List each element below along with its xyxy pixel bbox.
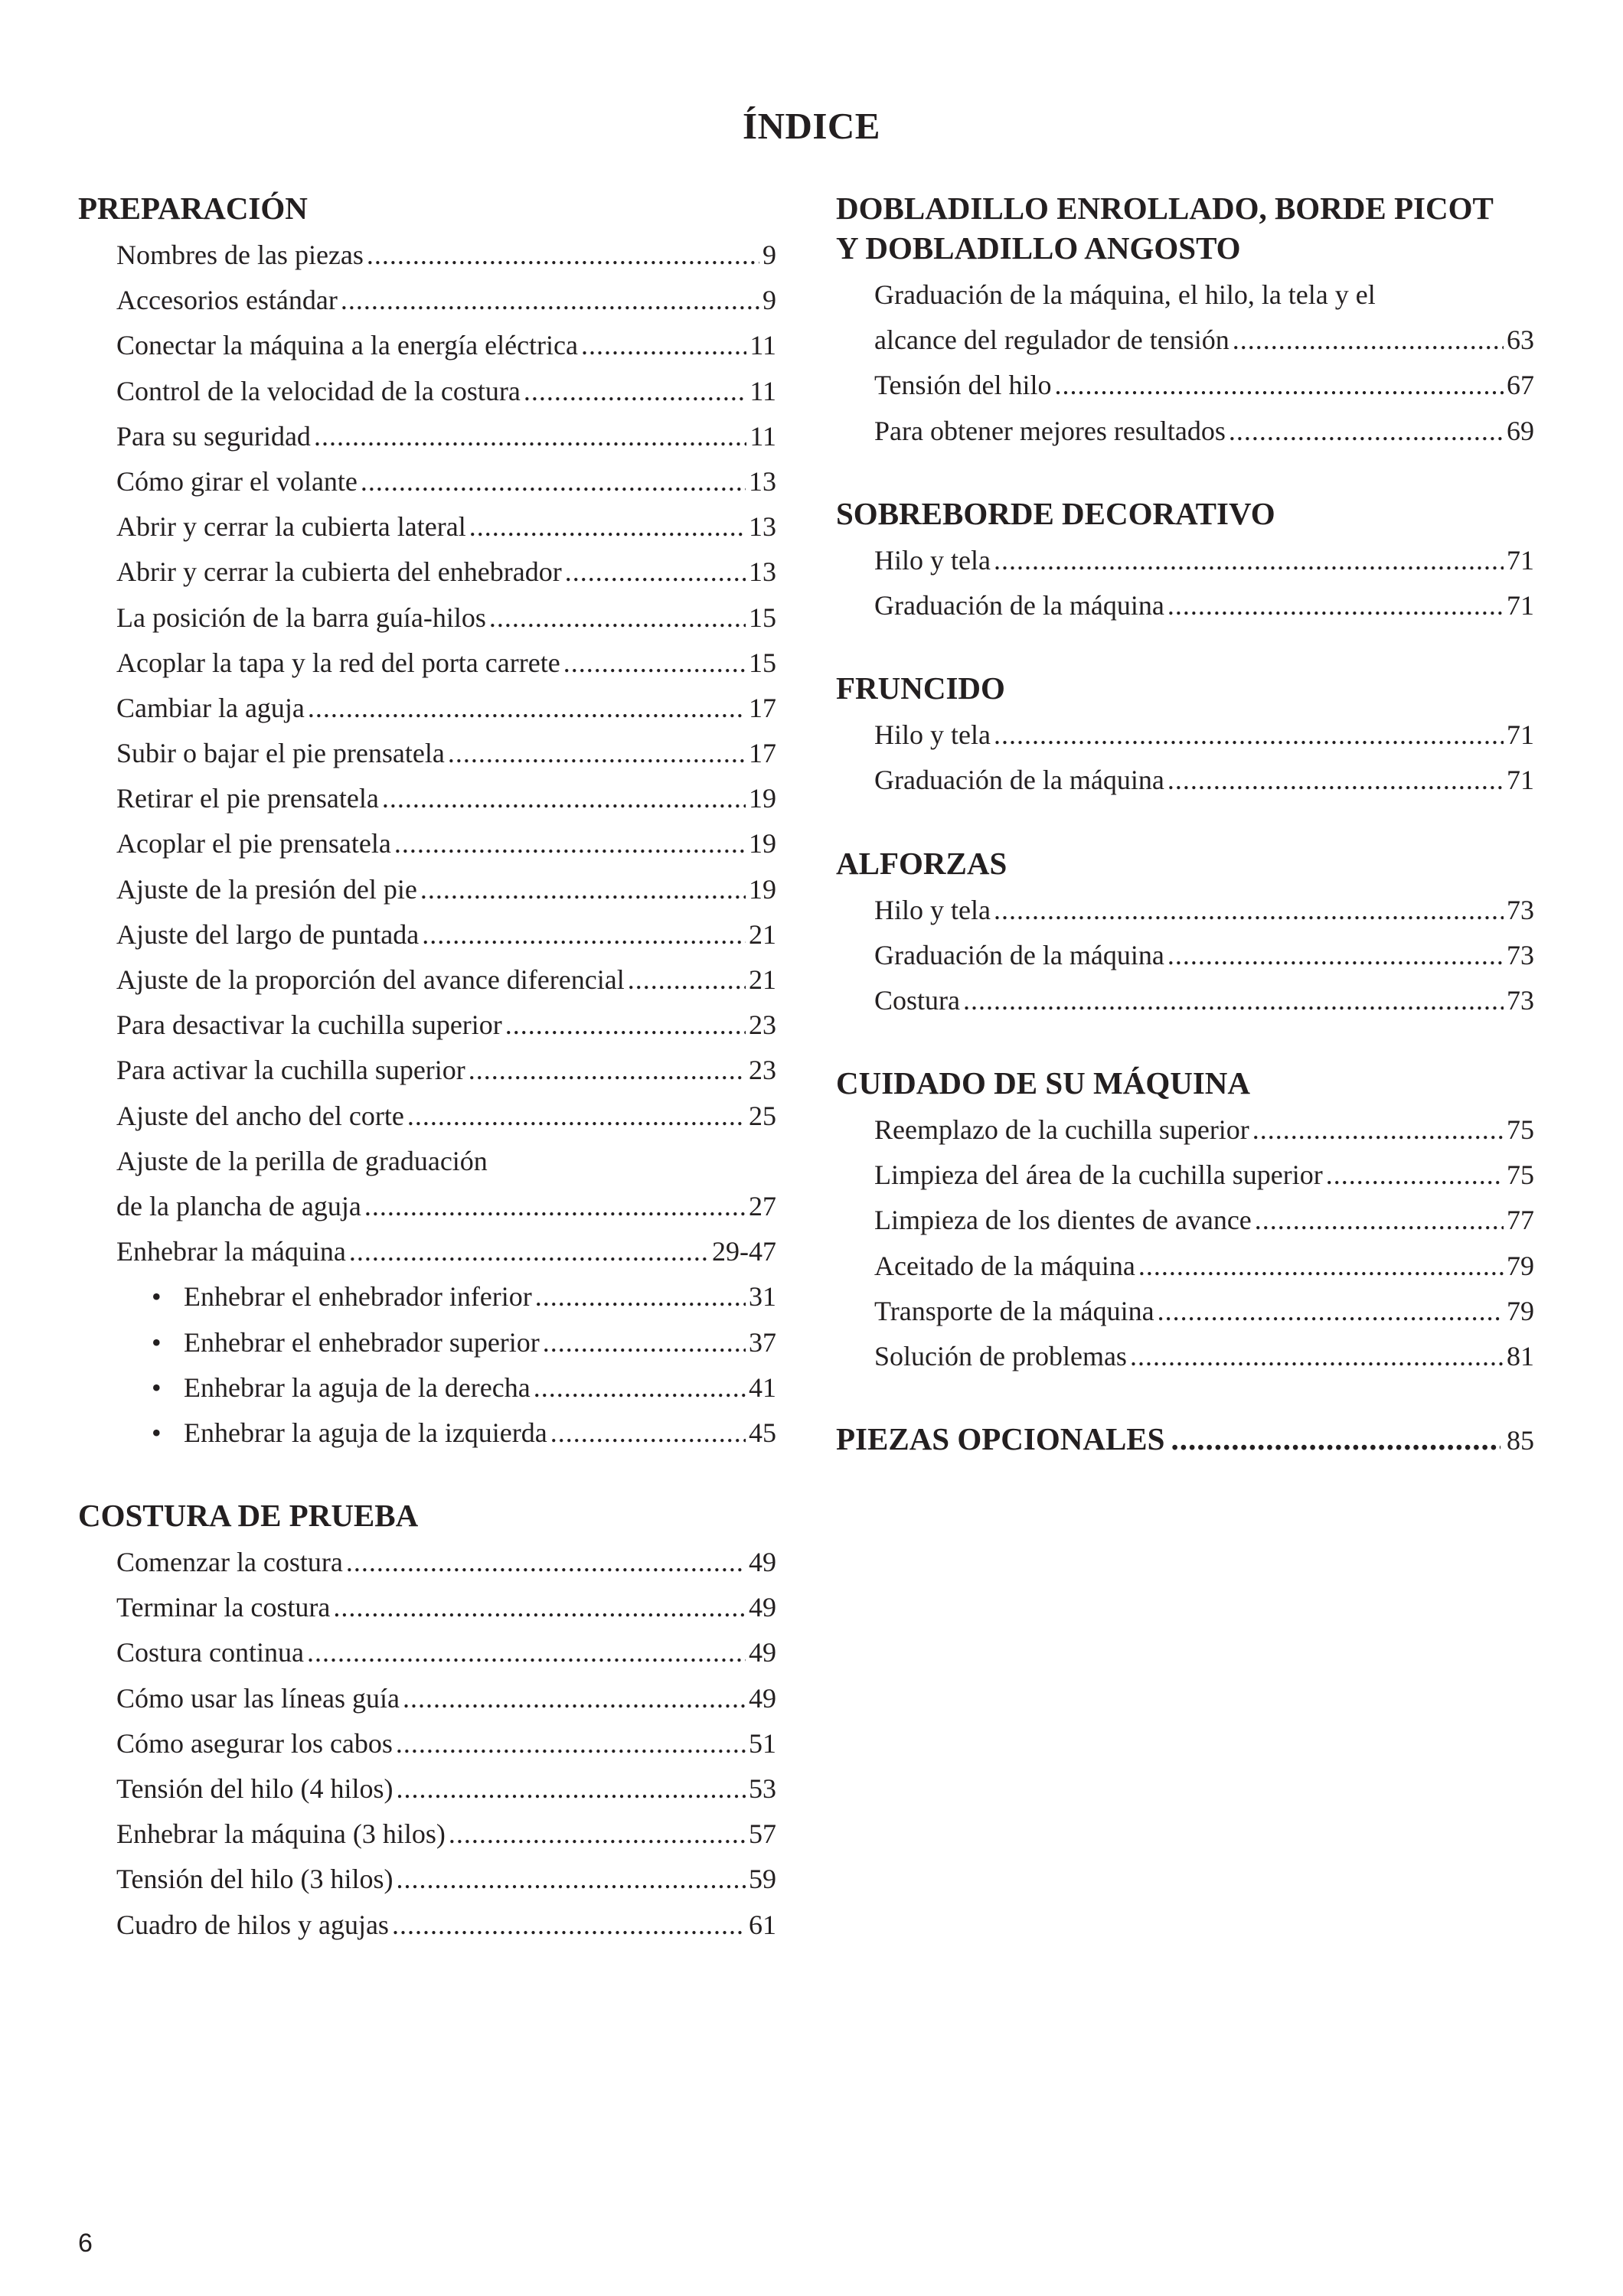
toc-entry	[836, 888, 1534, 933]
page-ref: 49	[749, 1682, 776, 1714]
leader-dots	[364, 1184, 746, 1229]
leader-dots	[1130, 1334, 1504, 1379]
entry-text: de la plancha de aguja	[116, 1190, 361, 1221]
leader-dots	[349, 1229, 709, 1274]
entry-text: Ajuste del largo de puntada	[116, 918, 420, 950]
toc-entry	[836, 1334, 1534, 1379]
entry-text: Para su seguridad	[116, 420, 311, 452]
toc-entry	[78, 595, 776, 641]
toc-entry	[78, 776, 776, 821]
section-cuidado-de-su-maquina	[836, 1063, 1534, 1379]
page-ref: 69	[1507, 415, 1534, 446]
page-ref: 77	[1507, 1205, 1534, 1236]
page-ref: 11	[749, 375, 776, 406]
toc-entry	[78, 1094, 776, 1139]
leader-dots	[396, 1721, 746, 1766]
toc-entry	[78, 278, 776, 323]
toc-entry	[78, 1857, 776, 1902]
entry-text: Graduación de la máquina	[874, 765, 1164, 796]
entry-text: Terminar la costura	[116, 1592, 331, 1623]
toc-entry	[78, 686, 776, 731]
toc-entry	[78, 1903, 776, 1948]
leader-dots	[422, 912, 746, 957]
page-ref: 37	[749, 1326, 776, 1358]
page-ref: 15	[749, 647, 776, 678]
page-ref: 49	[749, 1592, 776, 1623]
page-ref: 49	[749, 1547, 776, 1578]
entry-text: Enhebrar el enhebrador inferior	[184, 1281, 532, 1313]
entry-text: Abrir y cerrar la cubierta lateral	[116, 511, 466, 543]
page-ref: 81	[1507, 1341, 1534, 1371]
entry-text: Acoplar la tapa y la red del porta carrete	[116, 647, 560, 678]
toc-entry	[836, 363, 1534, 408]
leader-dots	[524, 369, 747, 414]
section-costura-de-prueba	[78, 1495, 776, 1948]
leader-dots	[505, 1003, 746, 1048]
toc-entry	[836, 1289, 1534, 1334]
bullet-icon: •	[152, 1417, 162, 1448]
leader-dots	[382, 776, 746, 821]
entry-list	[836, 1107, 1534, 1379]
entry-text: Enhebrar la máquina (3 hilos)	[116, 1818, 446, 1850]
entry-text: Cuadro de hilos y agujas	[116, 1909, 389, 1940]
entry-text: Abrir y cerrar la cubierta del enhebrador	[116, 556, 562, 588]
leader-dots	[1054, 363, 1504, 408]
page-title: ÍNDICE	[743, 105, 880, 147]
page-ref: 25	[749, 1100, 776, 1131]
toc-left-column	[78, 188, 776, 1988]
leader-dots	[1138, 1244, 1504, 1289]
entry-text: Para desactivar la cuchilla superior	[116, 1009, 502, 1041]
toc-entry	[78, 369, 776, 414]
toc-entry	[78, 1766, 776, 1812]
page-ref: 67	[1507, 370, 1534, 401]
entry-text: Tensión del hilo	[874, 370, 1052, 401]
toc-entry	[78, 1184, 776, 1229]
leader-dots	[346, 1540, 746, 1585]
toc-sub-entry	[78, 1320, 776, 1365]
leader-dots	[469, 504, 746, 550]
toc-entry	[78, 1229, 776, 1274]
entry-text: Retirar el pie prensatela	[116, 783, 379, 814]
toc-entry	[836, 538, 1534, 583]
page-ref: 19	[749, 783, 776, 814]
toc-entry	[78, 550, 776, 595]
page-ref: 19	[749, 828, 776, 859]
heading-line-2: Y DOBLADILLO ANGOSTO	[836, 230, 1241, 266]
toc-entry	[78, 323, 776, 368]
toc-entry	[78, 821, 776, 866]
leader-dots	[1229, 409, 1504, 454]
leader-dots	[403, 1676, 746, 1721]
entry-text: Para obtener mejores resultados	[874, 415, 1226, 446]
entry-text: Hilo y tela	[874, 544, 991, 576]
section-alforzas	[836, 843, 1534, 1024]
leader-dots	[367, 233, 759, 278]
page-ref: 71	[1507, 544, 1534, 576]
leader-dots	[314, 414, 746, 459]
page-ref: 57	[749, 1818, 776, 1850]
toc-entry	[78, 1139, 776, 1184]
page-ref: 51	[749, 1727, 776, 1759]
section-heading: ALFORZAS	[836, 845, 1007, 881]
entry-text: Aceitado de la máquina	[874, 1250, 1135, 1281]
leader-dots	[308, 686, 746, 731]
entry-text: Limpieza del área de la cuchilla superior	[874, 1159, 1323, 1191]
entry-text: Para activar la cuchilla superior	[116, 1055, 465, 1086]
section-heading: CUIDADO DE SU MÁQUINA	[836, 1065, 1250, 1101]
page-ref: 21	[749, 918, 776, 950]
leader-dots	[581, 323, 746, 368]
leader-dots	[628, 957, 746, 1003]
entry-text: Subir o bajar el pie prensatela	[116, 738, 445, 769]
entry-text: Solución de problemas	[874, 1341, 1127, 1371]
entry-text: La posición de la barra guía-hilos	[116, 602, 486, 633]
entry-text: Costura continua	[116, 1637, 304, 1668]
leader-dots	[1252, 1107, 1504, 1153]
toc-entry	[836, 318, 1534, 363]
page-ref: 79	[1507, 1250, 1534, 1281]
entry-text: Cambiar la aguja	[116, 692, 305, 723]
entry-text: alcance del regulador de tensión	[874, 325, 1229, 356]
heading-line-1: DOBLADILLO ENROLLADO, BORDE PICOT	[836, 191, 1494, 226]
leader-dots	[1326, 1153, 1504, 1198]
page-ref: 11	[749, 420, 776, 452]
entry-text: Limpieza de los dientes de avance	[874, 1205, 1252, 1236]
section-preparacion	[78, 188, 776, 1456]
leader-dots	[396, 1766, 746, 1812]
entry-list	[836, 888, 1534, 1024]
page-ref: 71	[1507, 765, 1534, 796]
leader-dots	[469, 1048, 746, 1093]
page-ref: 21	[749, 964, 776, 995]
section-heading: PIEZAS OPCIONALES	[836, 1421, 1165, 1457]
toc-entry	[78, 1003, 776, 1048]
entry-text: Accesorios estándar	[116, 285, 338, 316]
toc-entry	[836, 409, 1534, 454]
leader-dots	[1255, 1198, 1504, 1243]
toc-entry	[78, 1812, 776, 1857]
leader-dots	[963, 978, 1504, 1023]
toc-entry	[78, 414, 776, 459]
entry-text: Graduación de la máquina, el hilo, la tela y el	[874, 279, 1376, 310]
leader-dots	[543, 1320, 746, 1365]
bullet-icon: •	[152, 1326, 162, 1358]
leader-dots	[407, 1094, 746, 1139]
entry-list	[836, 538, 1534, 628]
page-ref: 23	[749, 1055, 776, 1086]
page-ref: 17	[749, 738, 776, 769]
page-ref: 49	[749, 1637, 776, 1668]
entry-text: Enhebrar la máquina	[116, 1236, 346, 1267]
leader-dots	[307, 1630, 746, 1675]
entry-text: Ajuste de la presión del pie	[116, 873, 417, 905]
page-ref: 9	[763, 285, 776, 316]
section-sobreborde-decorativo	[836, 494, 1534, 628]
page-ref: 29-47	[712, 1236, 776, 1267]
entry-text: Enhebrar la aguja de la derecha	[184, 1371, 531, 1403]
entry-text: Reemplazo de la cuchilla superior	[874, 1114, 1249, 1146]
entry-list	[836, 272, 1534, 454]
leader-dots	[1167, 758, 1504, 803]
toc-entry	[836, 758, 1534, 803]
page-ref: 19	[749, 873, 776, 905]
toc-entry	[78, 912, 776, 957]
toc-entry	[78, 641, 776, 686]
entry-text: Ajuste de la proporción del avance diferencial	[116, 964, 625, 995]
page-ref: 59	[749, 1864, 776, 1895]
entry-text: Ajuste del ancho del corte	[116, 1100, 404, 1131]
page-ref: 27	[749, 1190, 776, 1221]
entry-text: Hilo y tela	[874, 894, 991, 925]
toc-entry	[78, 1721, 776, 1766]
page-ref: 45	[749, 1417, 776, 1448]
leader-dots	[550, 1411, 746, 1456]
entry-list	[78, 1540, 776, 1948]
entry-text: Cómo asegurar los cabos	[116, 1727, 393, 1759]
bullet-icon: •	[152, 1371, 162, 1403]
leader-dots	[565, 550, 746, 595]
toc-entry	[836, 978, 1534, 1023]
page-ref: 41	[749, 1371, 776, 1403]
page-ref: 75	[1507, 1114, 1534, 1146]
section-heading	[836, 188, 1534, 268]
entry-text: Enhebrar la aguja de la izquierda	[184, 1417, 547, 1448]
toc-entry	[78, 459, 776, 504]
toc-entry	[836, 933, 1534, 978]
entry-text: Nombres de las piezas	[116, 240, 364, 270]
sub-entry-list	[78, 1274, 776, 1456]
leader-dots	[333, 1585, 746, 1630]
leader-dots	[489, 595, 746, 641]
toc-entry	[836, 1198, 1534, 1243]
toc-entry	[836, 713, 1534, 758]
toc-entry	[836, 1107, 1534, 1153]
leader-dots	[1167, 933, 1504, 978]
leader-dots	[1167, 583, 1504, 628]
page-ref: 9	[763, 240, 776, 270]
leader-dots	[534, 1365, 746, 1411]
section-fruncido	[836, 668, 1534, 803]
page-ref: 73	[1507, 894, 1534, 925]
page-ref: 11	[749, 330, 776, 361]
page-ref: 85	[1507, 1425, 1534, 1456]
leader-dots	[396, 1857, 746, 1902]
toc-entry	[78, 1630, 776, 1675]
page-ref: 75	[1507, 1159, 1534, 1191]
toc-sub-entry	[78, 1365, 776, 1411]
toc-entry	[836, 583, 1534, 628]
page-ref: 53	[749, 1773, 776, 1804]
entry-text: Costura	[874, 984, 960, 1016]
entry-text: Transporte de la máquina	[874, 1295, 1154, 1326]
page-ref: 23	[749, 1009, 776, 1041]
entry-list	[78, 233, 776, 1274]
toc-right-column	[836, 188, 1534, 1460]
entry-list	[836, 713, 1534, 803]
entry-text: Ajuste de la perilla de graduación	[116, 1145, 488, 1176]
entry-text: Comenzar la costura	[116, 1547, 343, 1578]
leader-dots	[420, 867, 746, 912]
bullet-icon: •	[152, 1281, 162, 1313]
leader-dots	[394, 821, 746, 866]
page-ref: 79	[1507, 1295, 1534, 1326]
section-heading: FRUNCIDO	[836, 670, 1005, 706]
section-heading: PREPARACIÓN	[78, 191, 308, 226]
page-ref: 15	[749, 602, 776, 633]
entry-text: Cómo girar el volante	[116, 465, 358, 497]
page-ref: 31	[749, 1281, 776, 1313]
entry-text: Conectar la máquina a la energía eléctrica	[116, 330, 578, 361]
entry-text: Tensión del hilo (4 hilos)	[116, 1773, 394, 1804]
entry-text: Hilo y tela	[874, 719, 991, 751]
toc-sub-entry	[78, 1274, 776, 1319]
section-dobladillo-enrollado	[836, 188, 1534, 454]
entry-text: Graduación de la máquina	[874, 589, 1164, 621]
toc-entry	[78, 233, 776, 278]
leader-dots	[361, 459, 746, 504]
leader-dots	[994, 538, 1504, 583]
leader-dots	[535, 1274, 746, 1319]
toc-entry	[78, 1585, 776, 1630]
leader-dots	[392, 1903, 746, 1948]
page-ref: 13	[749, 556, 776, 588]
page-ref: 71	[1507, 719, 1534, 751]
page-ref: 73	[1507, 984, 1534, 1016]
toc-entry	[78, 731, 776, 776]
entry-text: Enhebrar el enhebrador superior	[184, 1326, 540, 1358]
entry-text: Tensión del hilo (3 hilos)	[116, 1864, 394, 1895]
toc-entry	[78, 867, 776, 912]
toc-entry	[78, 504, 776, 550]
toc-entry	[78, 1676, 776, 1721]
page-ref: 13	[749, 465, 776, 497]
section-piezas-opcionales	[836, 1419, 1534, 1460]
leader-dots	[448, 731, 746, 776]
page-ref: 13	[749, 511, 776, 543]
entry-text: Cómo usar las líneas guía	[116, 1682, 400, 1714]
page-ref: 71	[1507, 589, 1534, 621]
toc-entry	[78, 1540, 776, 1585]
page-ref: 61	[749, 1909, 776, 1940]
page-ref: 63	[1507, 325, 1534, 356]
leader-dots	[341, 278, 759, 323]
section-heading: SOBREBORDE DECORATIVO	[836, 495, 1275, 531]
toc-entry	[78, 957, 776, 1003]
leader-dots	[994, 888, 1504, 933]
leader-dots	[1233, 318, 1504, 363]
toc-entry	[836, 1153, 1534, 1198]
leader-dots	[449, 1812, 746, 1857]
page-ref: 73	[1507, 939, 1534, 970]
toc-sub-entry	[78, 1411, 776, 1456]
section-heading: COSTURA DE PRUEBA	[78, 1498, 419, 1534]
entry-text: Acoplar el pie prensatela	[116, 828, 391, 859]
page-ref: 17	[749, 692, 776, 723]
toc-entry	[78, 1048, 776, 1093]
leader-dots	[994, 713, 1504, 758]
entry-text: Graduación de la máquina	[874, 939, 1164, 970]
page-number: 6	[78, 2229, 93, 2258]
leader-dots	[1158, 1289, 1504, 1334]
toc-entry	[836, 272, 1534, 318]
leader-dots	[1171, 1419, 1501, 1459]
toc-entry	[836, 1244, 1534, 1289]
leader-dots	[563, 641, 746, 686]
entry-text: Control de la velocidad de la costura	[116, 375, 521, 406]
